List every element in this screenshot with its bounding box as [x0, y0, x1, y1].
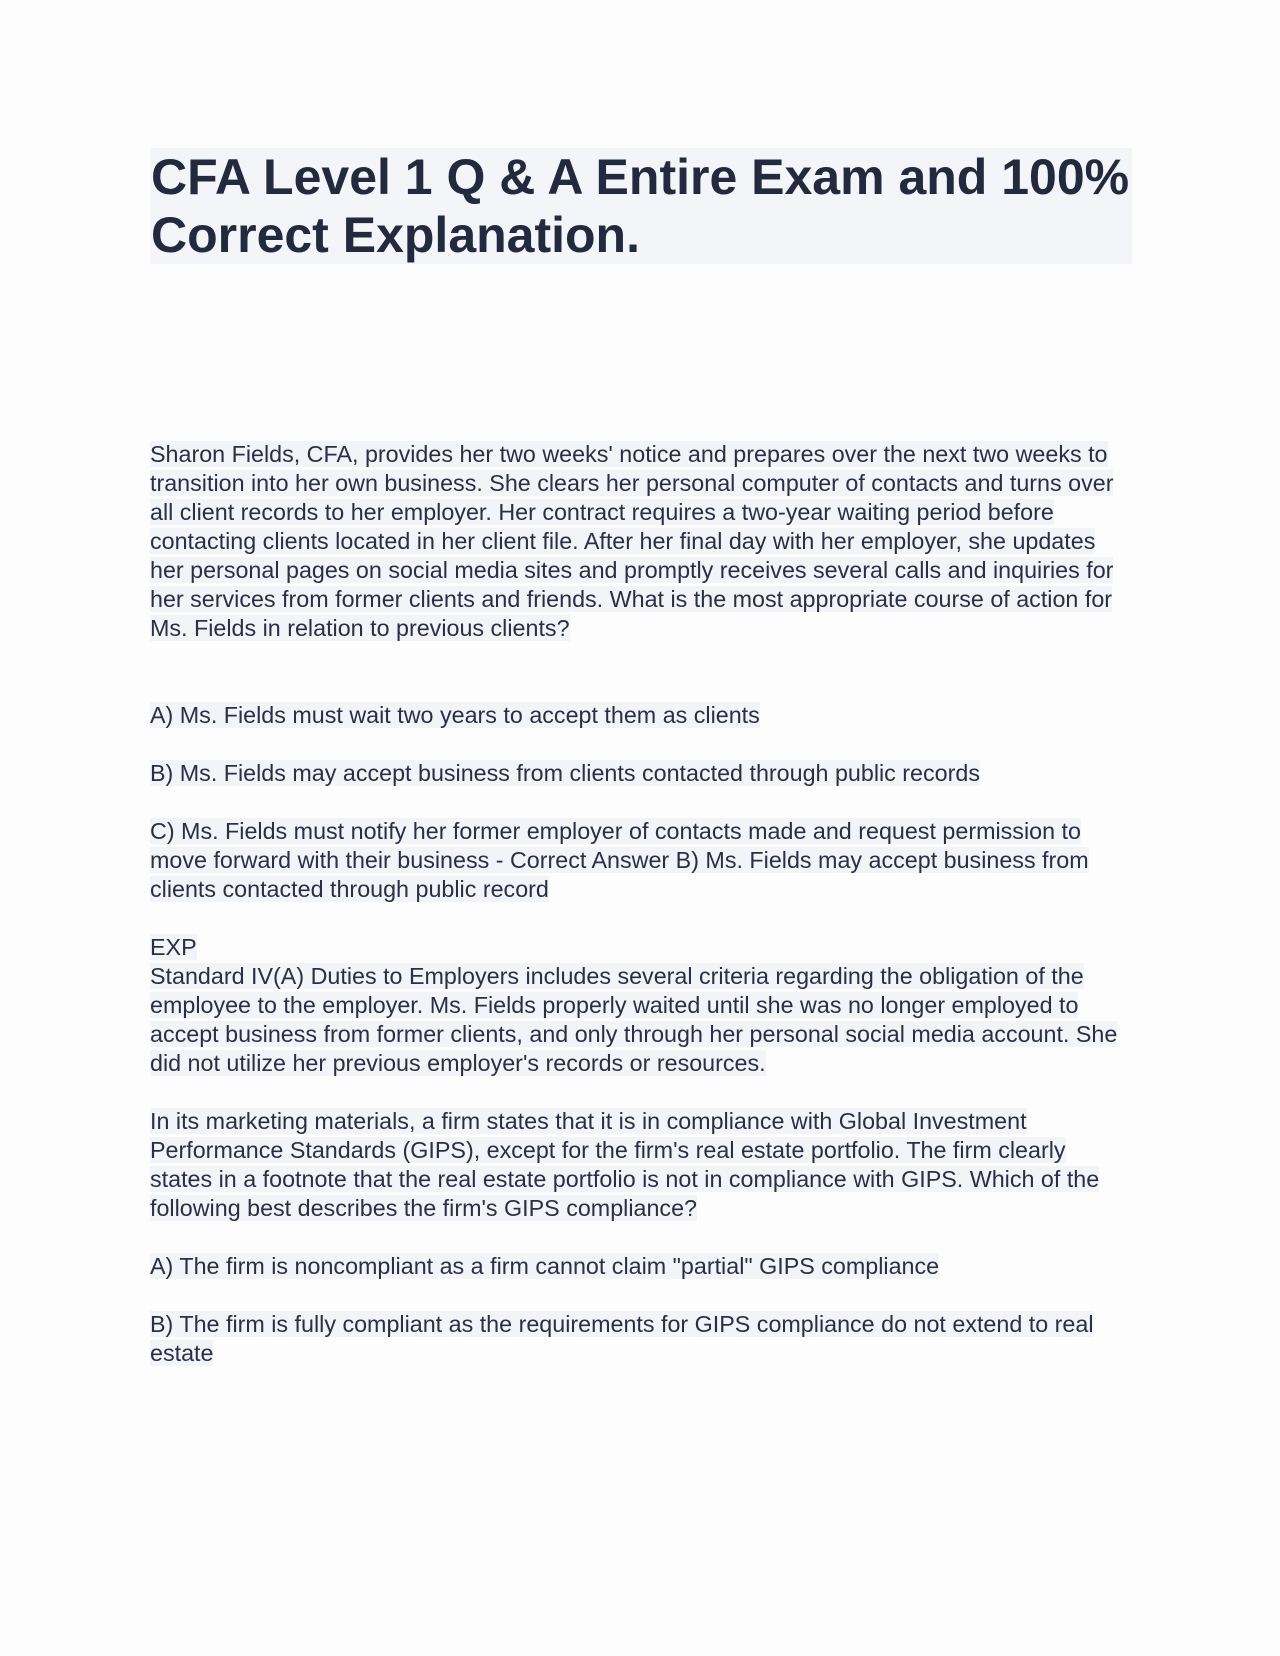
- question-1-option-b-text: B) Ms. Fields may accept business from clients contacted through public records: [150, 760, 980, 786]
- question-1-option-c-text: C) Ms. Fields must notify her former employer of contacts made and request permission to move forward with their business - Correct Answer B) Ms. Fields may accept business from clients contacted through public record: [150, 818, 1089, 902]
- question-1-exp-label: [150, 933, 1132, 962]
- question-2-option-b-text: B) The firm is fully compliant as the requirements for GIPS compliance do not extend to real estate: [150, 1311, 1094, 1366]
- question-2-stem-text: In its marketing materials, a firm states that it is in compliance with Global Investment Performance Standards (GIPS), except for the firm's real estate portfolio. The firm clearly states in a footnote that the real estate portfolio is not in compliance with GIPS. Which of the following best describes the firm's GIPS compliance?: [150, 1108, 1100, 1221]
- question-1-explanation-text: Standard IV(A) Duties to Employers includes several criteria regarding the obligation of the employee to the employer. Ms. Fields properly waited until she was no longer employed to accept business from former clients, and only through her personal social media account. She did not utilize her previous employer's records or resources.: [150, 963, 1118, 1076]
- document-page: [150, 148, 1132, 1368]
- question-1-option-c: [150, 817, 1132, 904]
- question-1-option-a-text: A) Ms. Fields must wait two years to accept them as clients: [150, 702, 760, 728]
- title-spacer: [150, 264, 1132, 440]
- question-1-stem: [150, 440, 1132, 643]
- question-1-option-a: [150, 701, 1132, 730]
- question-2-stem: [150, 1107, 1132, 1223]
- question-1-exp-label-text: EXP: [150, 934, 197, 960]
- document-title: CFA Level 1 Q & A Entire Exam and 100% Correct Explanation.: [150, 148, 1132, 264]
- question-2-option-b: [150, 1310, 1132, 1368]
- question-2-option-a: [150, 1252, 1132, 1281]
- question-1-explanation: [150, 962, 1132, 1078]
- question-1-stem-text: Sharon Fields, CFA, provides her two weeks' notice and prepares over the next two weeks to transition into her own business. She clears her personal computer of contacts and turns over all client records to her employer. Her contract requires a two-year waiting period before contacting clients located in her client file. After her final day with her employer, she updates her personal pages on social media sites and promptly receives several calls and inquiries for her services from former clients and friends. What is the most appropriate course of action for Ms. Fields in relation to previous clients?: [150, 441, 1114, 641]
- question-1-option-b: [150, 759, 1132, 788]
- question-2-option-a-text: A) The firm is noncompliant as a firm cannot claim "partial" GIPS compliance: [150, 1253, 940, 1279]
